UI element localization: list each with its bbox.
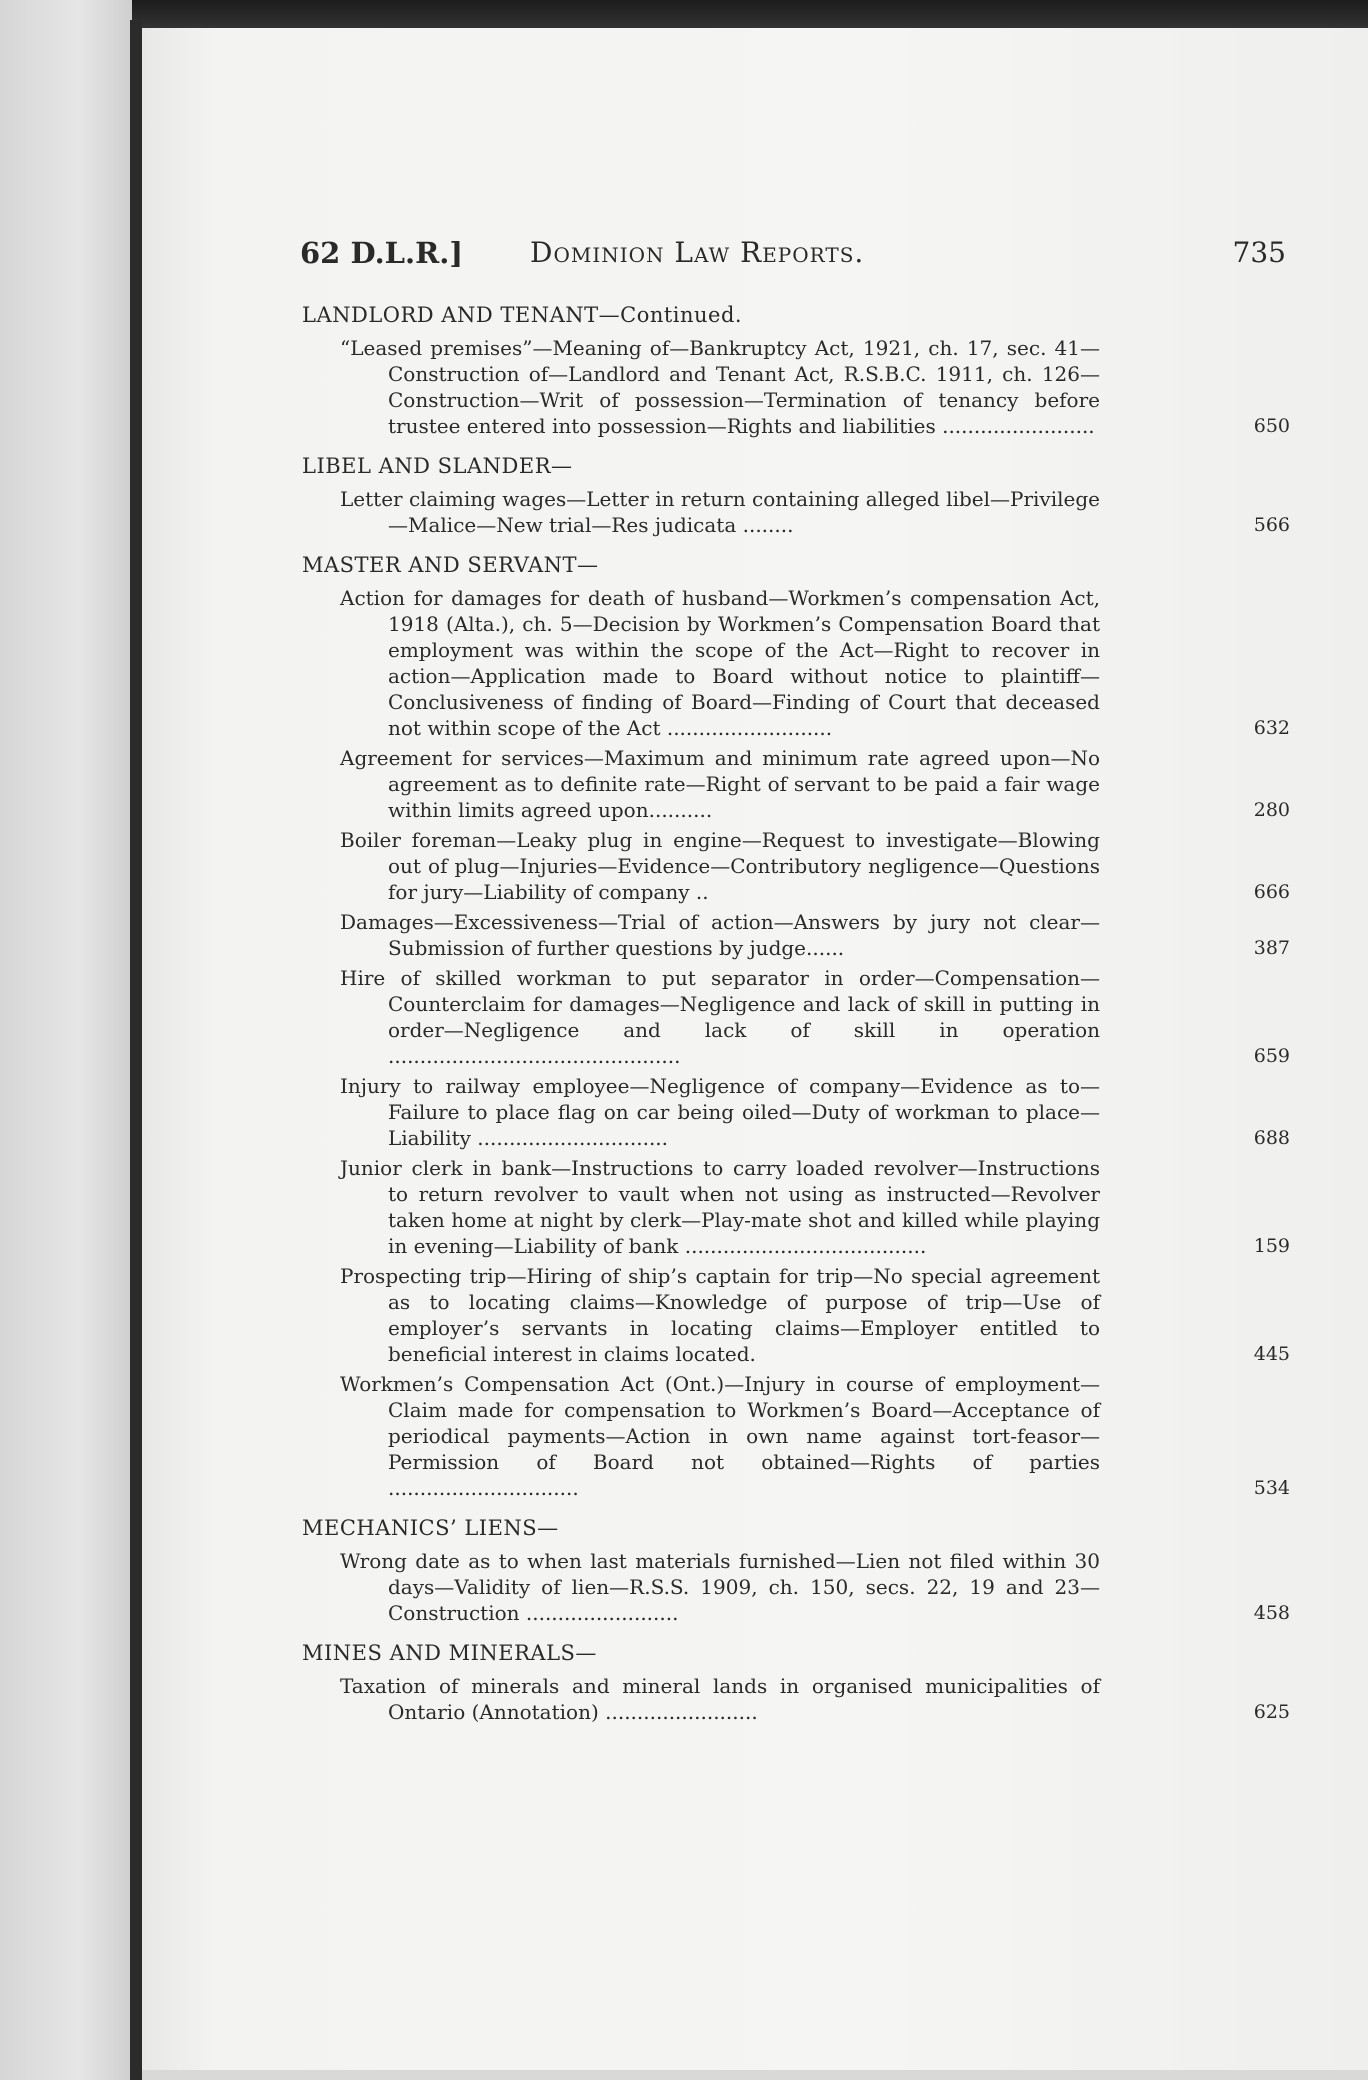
entry-page-number: 650: [1253, 415, 1290, 437]
entry-text: Damages—Excessiveness—Trial of action—Answers by jury not clear—Submission of further questions by judge......: [340, 910, 1100, 960]
index-entry: [340, 1548, 1290, 1626]
entry-page-number: 566: [1253, 514, 1290, 536]
book-spine: [130, 20, 142, 2080]
section-heading: MASTER AND SERVANT—: [302, 553, 599, 577]
index-section-mines-and-minerals: [290, 1640, 1290, 1725]
entry-page-number: 445: [1253, 1343, 1290, 1365]
entry-text: Boiler foreman—Leaky plug in engine—Request to investigate—Blowing out of plug—Injuries—Evidence—Contributory negligence—Questions for jury—Liability of company ..: [340, 828, 1100, 904]
entry-text: Agreement for services—Maximum and minimum rate agreed upon—No agreement as to definite rate—Right of servant to be paid a fair wage within limits agreed upon..........: [340, 746, 1100, 822]
entry-page-number: 625: [1253, 1701, 1290, 1723]
header-title: Dominion Law Reports.: [530, 236, 865, 269]
header-volume: 62 D.L.R.]: [300, 236, 464, 270]
entry-text: Hire of skilled workman to put separator in order—Compensation—Counterclaim for damages—Negligence and lack of skill in putting in order—Negligence and lack of skill in operation ..............................................: [340, 966, 1100, 1068]
entry-page-number: 688: [1253, 1127, 1290, 1149]
entry-text: Taxation of minerals and mineral lands in organised municipalities of Ontario (Annotation) ........................: [340, 1674, 1100, 1724]
index-entry: [340, 745, 1290, 823]
entry-text: Letter claiming wages—Letter in return containing alleged libel—Privilege—Malice—New trial—Res judicata ........: [340, 487, 1100, 537]
entry-page-number: 666: [1253, 881, 1290, 903]
page-content: [290, 228, 1290, 1729]
entry-text: Injury to railway employee—Negligence of company—Evidence as to—Failure to place flag on car being oiled—Duty of workman to place—Liability ..............................: [340, 1074, 1100, 1150]
entry-page-number: 534: [1253, 1477, 1290, 1499]
index-entry: [340, 1155, 1290, 1259]
entry-text: Prospecting trip—Hiring of ship’s captain for trip—No special agreement as to locating claims—Knowledge of purpose of trip—Use of employer’s servants in locating claims—Employer entitled to beneficial interest in claims located.: [340, 1264, 1100, 1366]
facing-page-edge: [0, 0, 132, 2080]
index-section-master-and-servant: [290, 552, 1290, 1501]
entry-text: Action for damages for death of husband—Workmen’s compensation Act, 1918 (Alta.), ch. 5—Decision by Workmen’s Compensation Board that employment was within the scope of the Act—Right to recover in action—Application made to Board without notice to plaintiff—Conclusiveness of finding of Board—Finding of Court that deceased not within scope of the Act ..........................: [340, 586, 1100, 740]
index-entry: [340, 1263, 1290, 1367]
index-entry: [340, 827, 1290, 905]
entry-page-number: 280: [1253, 799, 1290, 821]
running-header: [290, 228, 1290, 288]
index-entry: [340, 335, 1290, 439]
section-heading: LIBEL AND SLANDER—: [302, 454, 573, 478]
index-entry: [340, 585, 1290, 741]
index-entry: [340, 1371, 1290, 1501]
index-section-libel-and-slander: [290, 453, 1290, 538]
page-bottom-edge: [142, 2070, 1368, 2080]
section-heading: MECHANICS’ LIENS—: [302, 1516, 559, 1540]
entry-page-number: 387: [1253, 937, 1290, 959]
entry-text: Junior clerk in bank—Instructions to carry loaded revolver—Instructions to return revolver to vault when not using as instructed—Revolver taken home at night by clerk—Play-mate shot and killed while playing in evening—Liability of bank ......................................: [340, 1156, 1100, 1258]
index-section-mechanics-liens: [290, 1515, 1290, 1626]
section-heading: LANDLORD AND TENANT—Continued.: [302, 303, 743, 327]
document-page: [142, 28, 1368, 2080]
entry-page-number: 159: [1253, 1235, 1290, 1257]
index-section-landlord-and-tenant: [290, 302, 1290, 439]
section-heading: MINES AND MINERALS—: [302, 1641, 597, 1665]
index-entry: [340, 1673, 1290, 1725]
entry-text: Wrong date as to when last materials furnished—Lien not filed within 30 days—Validity of lien—R.S.S. 1909, ch. 150, secs. 22, 19 and 23—Construction ........................: [340, 1549, 1100, 1625]
index-entry: [340, 1073, 1290, 1151]
index-entry: [340, 965, 1290, 1069]
header-page-number: 735: [1232, 236, 1286, 269]
entry-text: Workmen’s Compensation Act (Ont.)—Injury in course of employment—Claim made for compensation to Workmen’s Board—Acceptance of periodical payments—Action in own name against tort-feasor—Permission of Board not obtained—Rights of parties ..............................: [340, 1372, 1100, 1500]
entry-text: “Leased premises”—Meaning of—Bankruptcy Act, 1921, ch. 17, sec. 41—Construction of—Landlord and Tenant Act, R.S.B.C. 1911, ch. 126—Construction—Writ of possession—Termination of tenancy before trustee entered into possession—Rights and liabilities ........................: [340, 336, 1100, 438]
index-entry: [340, 909, 1290, 961]
entry-page-number: 659: [1253, 1045, 1290, 1067]
entry-page-number: 632: [1253, 717, 1290, 739]
index-entry: [340, 486, 1290, 538]
entry-page-number: 458: [1253, 1602, 1290, 1624]
